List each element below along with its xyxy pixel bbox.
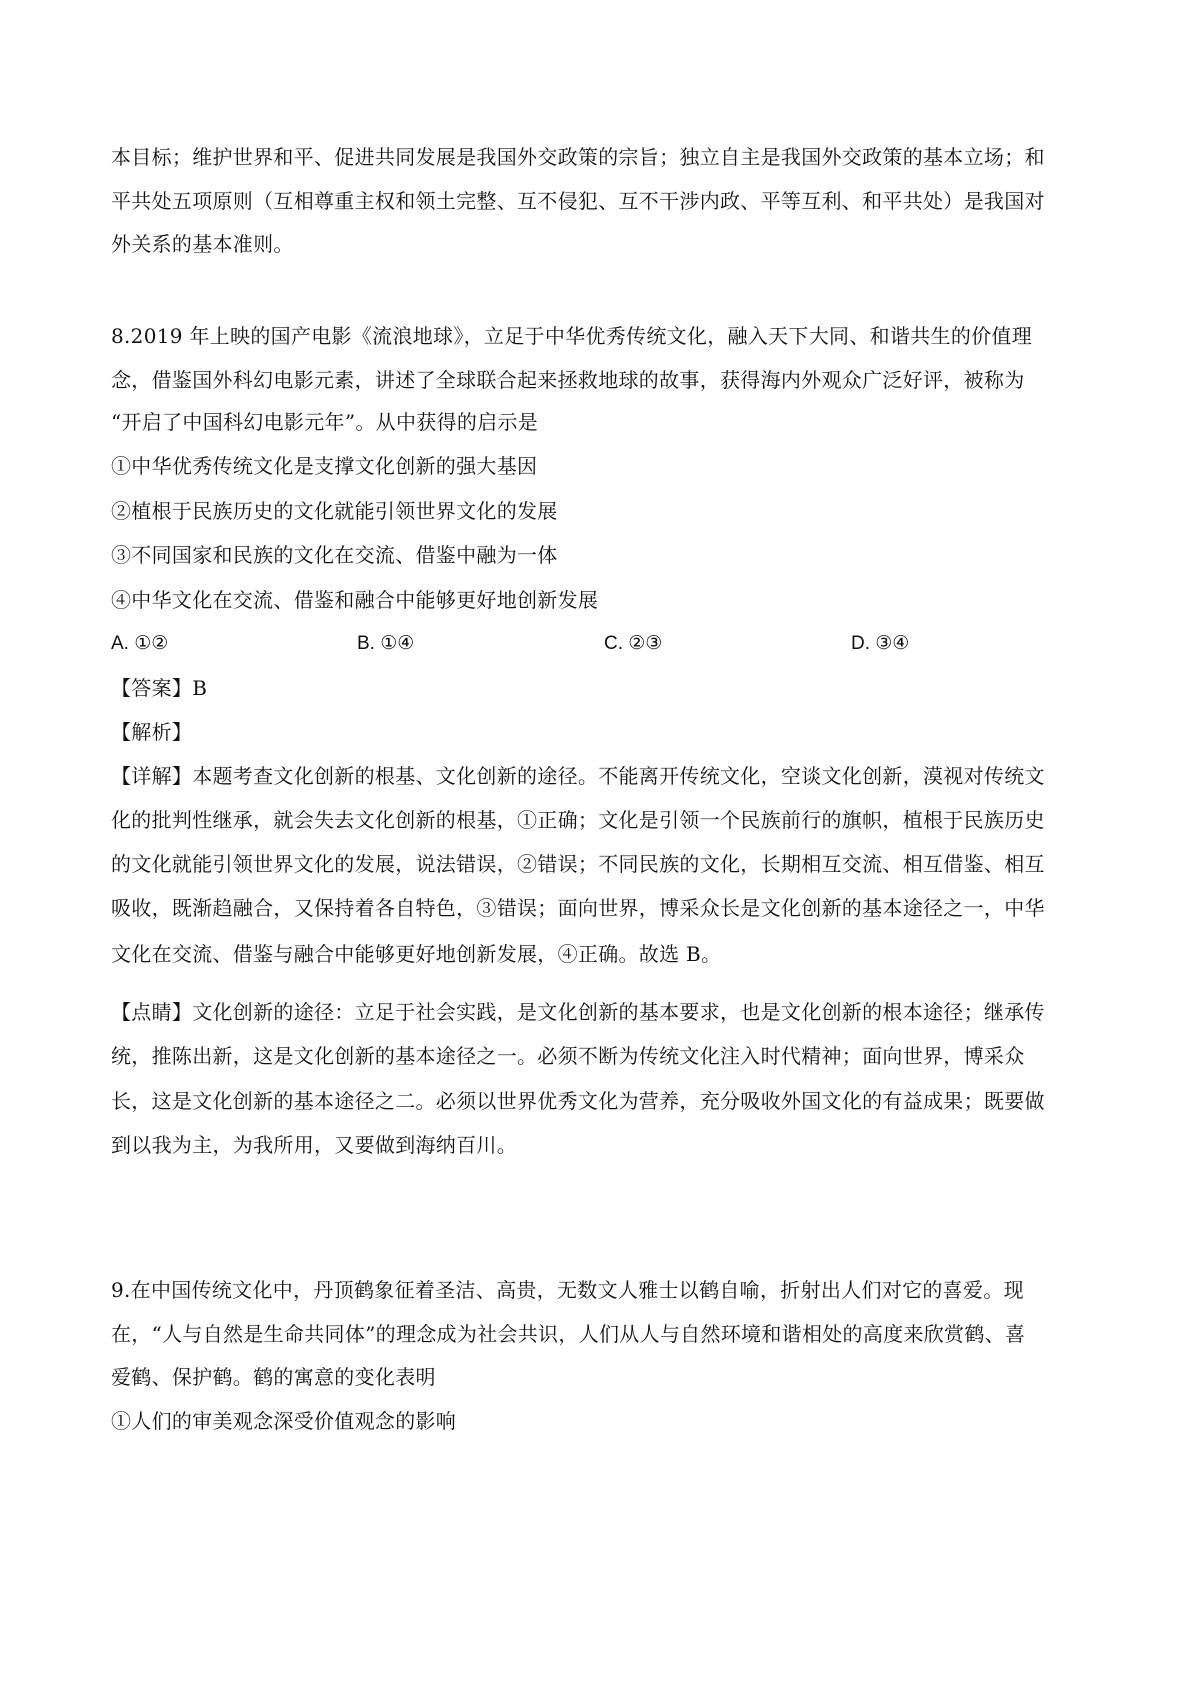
- q8-option-c: C. ②③: [604, 633, 663, 654]
- q8-detail-line-2: 化的批判性继承，就会失去文化创新的根基，①正确；文化是引领一个民族前行的旗帜，植根于民族历史: [111, 808, 1045, 832]
- q8-statement-1: ①中华优秀传统文化是支撑文化创新的强大基因: [111, 454, 538, 478]
- prev-text-line-1: 本目标；维护世界和平、促进共同发展是我国外交政策的宗旨；独立自主是我国外交政策的基本立场；和: [111, 145, 1045, 169]
- q8-stem-line-1: 8.2019 年上映的国产电影《流浪地球》，立足于中华优秀传统文化，融入天下大同、和谐共生的价值理: [111, 324, 1033, 348]
- q8-analysis-label: 【解析】: [111, 720, 193, 744]
- q8-tip-line-3: 长，这是文化创新的基本途径之二。必须以世界优秀文化为营养，充分吸收外国文化的有益成果；既要做: [111, 1089, 1045, 1113]
- q8-stem-line-3: “开启了中国科幻电影元年”。从中获得的启示是: [111, 410, 539, 434]
- q9-stem-line-2: 在，“人与自然是生命共同体”的理念成为社会共识，人们从人与自然环境和谐相处的高度来欣赏鹤、喜: [111, 1322, 1026, 1346]
- q8-statement-2: ②植根于民族历史的文化就能引领世界文化的发展: [111, 499, 558, 523]
- prev-text-line-3: 外关系的基本准则。: [111, 232, 294, 256]
- q8-option-b: B. ①④: [357, 633, 415, 654]
- q8-answer: 【答案】B: [111, 676, 208, 700]
- q9-stem-line-3: 爱鹤、保护鹤。鹤的寓意的变化表明: [111, 1365, 436, 1389]
- q8-stem-line-2: 念，借鉴国外科幻电影元素，讲述了全球联合起来拯救地球的故事，获得海内外观众广泛好评，被称为: [111, 368, 1025, 392]
- q8-tip-line-4: 到以我为主，为我所用，又要做到海纳百川。: [111, 1133, 517, 1157]
- q8-tip-line-2: 统，推陈出新，这是文化创新的基本途径之一。必须不断为传统文化注入时代精神；面向世界，博采众: [111, 1044, 1025, 1068]
- q8-option-d: D. ③④: [851, 633, 910, 654]
- q8-tip-line-1: 【点睛】文化创新的途径：立足于社会实践，是文化创新的基本要求，也是文化创新的根本途径；继承传: [111, 1000, 1045, 1024]
- q8-detail-line-4: 吸收，既渐趋融合，又保持着各自特色，③错误；面向世界，博采众长是文化创新的基本途径之一，中华: [111, 896, 1045, 920]
- q8-detail-line-5: 文化在交流、借鉴与融合中能够更好地创新发展，④正确。故选 B。: [111, 942, 722, 966]
- q9-stem-line-1: 9.在中国传统文化中，丹顶鹤象征着圣洁、高贵，无数文人雅士以鹤自喻，折射出人们对它的喜爱。现: [111, 1278, 1024, 1302]
- prev-text-line-2: 平共处五项原则（互相尊重主权和领土完整、互不侵犯、互不干涉内政、平等互利、和平共处）是我国对: [111, 189, 1045, 213]
- q8-statement-3: ③不同国家和民族的文化在交流、借鉴中融为一体: [111, 543, 558, 567]
- q9-statement-1: ①人们的审美观念深受价值观念的影响: [111, 1409, 457, 1433]
- q8-statement-4: ④中华文化在交流、借鉴和融合中能够更好地创新发展: [111, 588, 599, 612]
- q8-detail-line-3: 的文化就能引领世界文化的发展，说法错误，②错误；不同民族的文化，长期相互交流、相互借鉴、相互: [111, 852, 1045, 876]
- q8-detail-line-1: 【详解】本题考查文化创新的根基、文化创新的途径。不能离开传统文化，空谈文化创新，漠视对传统文: [111, 764, 1045, 788]
- q8-option-a: A. ①②: [111, 633, 169, 654]
